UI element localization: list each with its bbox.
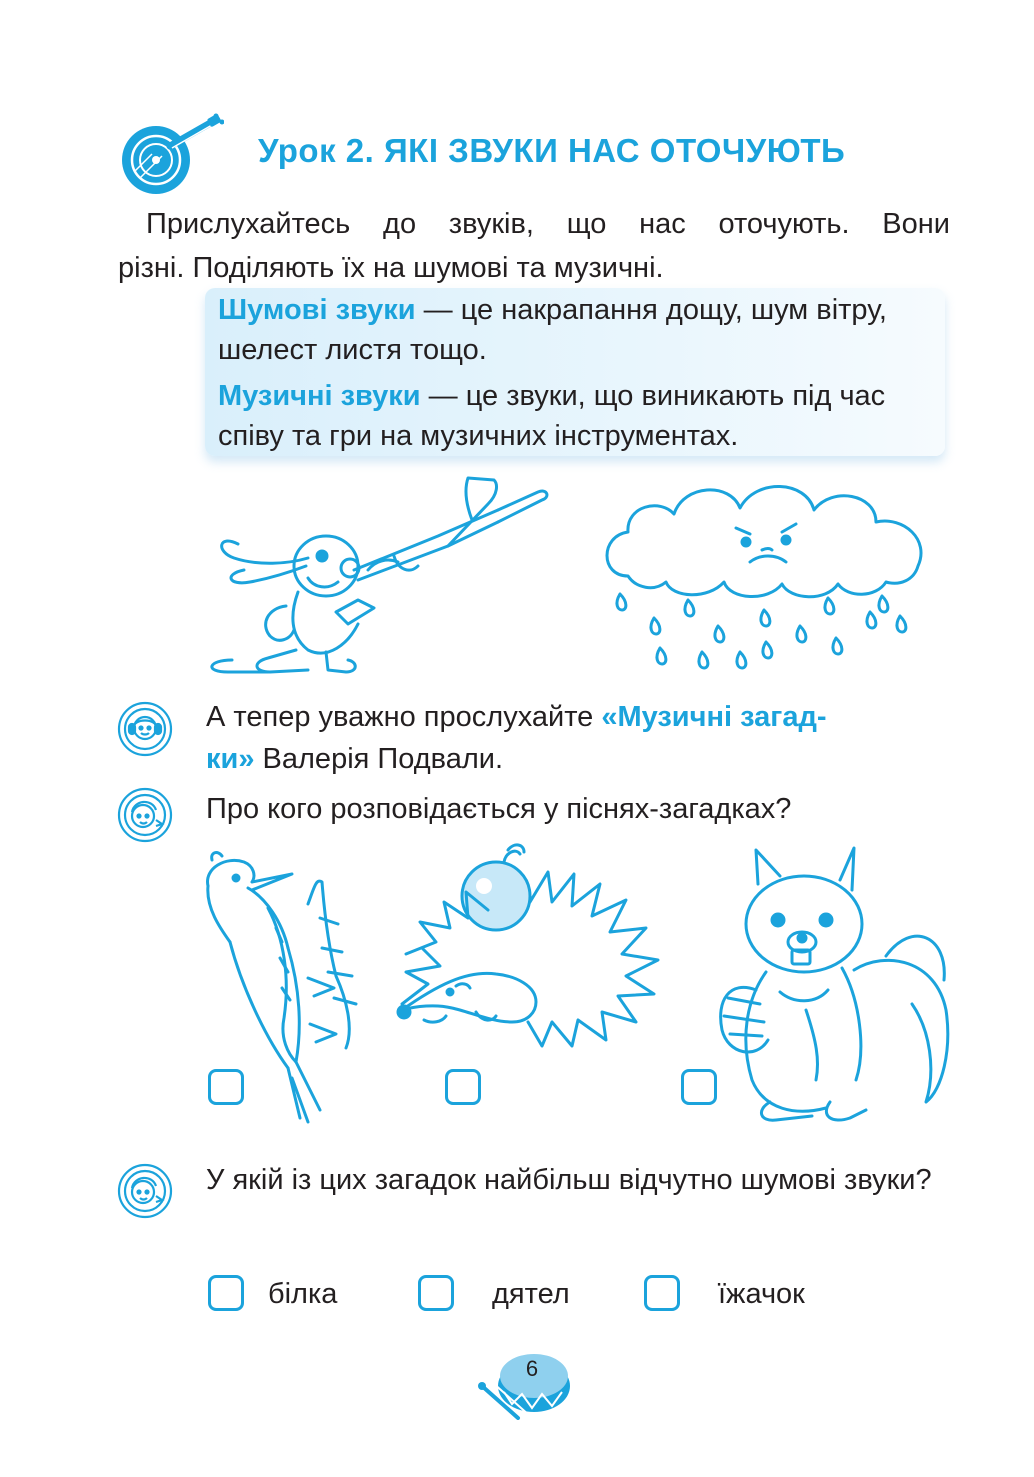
hare-trombone-illustration	[198, 474, 558, 680]
noise-text: — це накрапання дощу, шум вітру, шелест листя тощо.	[218, 294, 887, 366]
rain-cloud-illustration	[600, 476, 932, 676]
option-label-squirrel: білка	[268, 1278, 338, 1310]
noise-term: Шумові звуки	[218, 294, 416, 326]
option-checkbox-hedgehog[interactable]	[644, 1275, 680, 1311]
option-label-woodpecker: дятел	[492, 1278, 570, 1310]
lesson-title: Урок 2. ЯКІ ЗВУКИ НАС ОТОЧУЮТЬ	[258, 132, 846, 169]
checkbox-hedgehog[interactable]	[445, 1069, 481, 1105]
music-term: Музичні звуки	[218, 380, 421, 412]
riddles-title-part2: ки»	[206, 743, 255, 775]
hedgehog-illustration	[396, 836, 670, 1050]
noise-definition	[218, 290, 938, 370]
intro-line-2: різні. Поділяють їх на шумові та музичні.	[118, 252, 664, 284]
intro-line-1: Прислухайтесь до звуків, що нас оточують. Вони	[146, 208, 950, 240]
squirrel-illustration	[716, 840, 952, 1126]
page-number: 6	[525, 1356, 539, 1381]
question-icon	[116, 1162, 174, 1220]
option-checkbox-squirrel[interactable]	[208, 1275, 244, 1311]
task-listen-riddles: А тепер уважно прослухайте «Музичні загад- ки» Валерія Подвали.	[206, 701, 827, 775]
task-noise-question: У якій із цих загадок найбільш відчутно шумові звуки?	[206, 1164, 932, 1196]
music-text: — це звуки, що виникають під час співу та гри на музичних інструментах.	[218, 380, 886, 452]
banjo-icon	[112, 112, 224, 196]
checkbox-woodpecker[interactable]	[208, 1069, 244, 1105]
question-icon	[116, 786, 174, 844]
checkbox-squirrel[interactable]	[681, 1069, 717, 1105]
music-definition	[218, 376, 938, 456]
option-checkbox-woodpecker[interactable]	[418, 1275, 454, 1311]
riddles-title-part1: «Музичні загад-	[601, 701, 827, 733]
intro-paragraph	[118, 202, 950, 290]
listen-icon	[116, 700, 174, 758]
task-who-question: Про кого розповідається у піснях-загадках?	[206, 793, 792, 825]
option-label-hedgehog: їжачок	[718, 1278, 805, 1310]
